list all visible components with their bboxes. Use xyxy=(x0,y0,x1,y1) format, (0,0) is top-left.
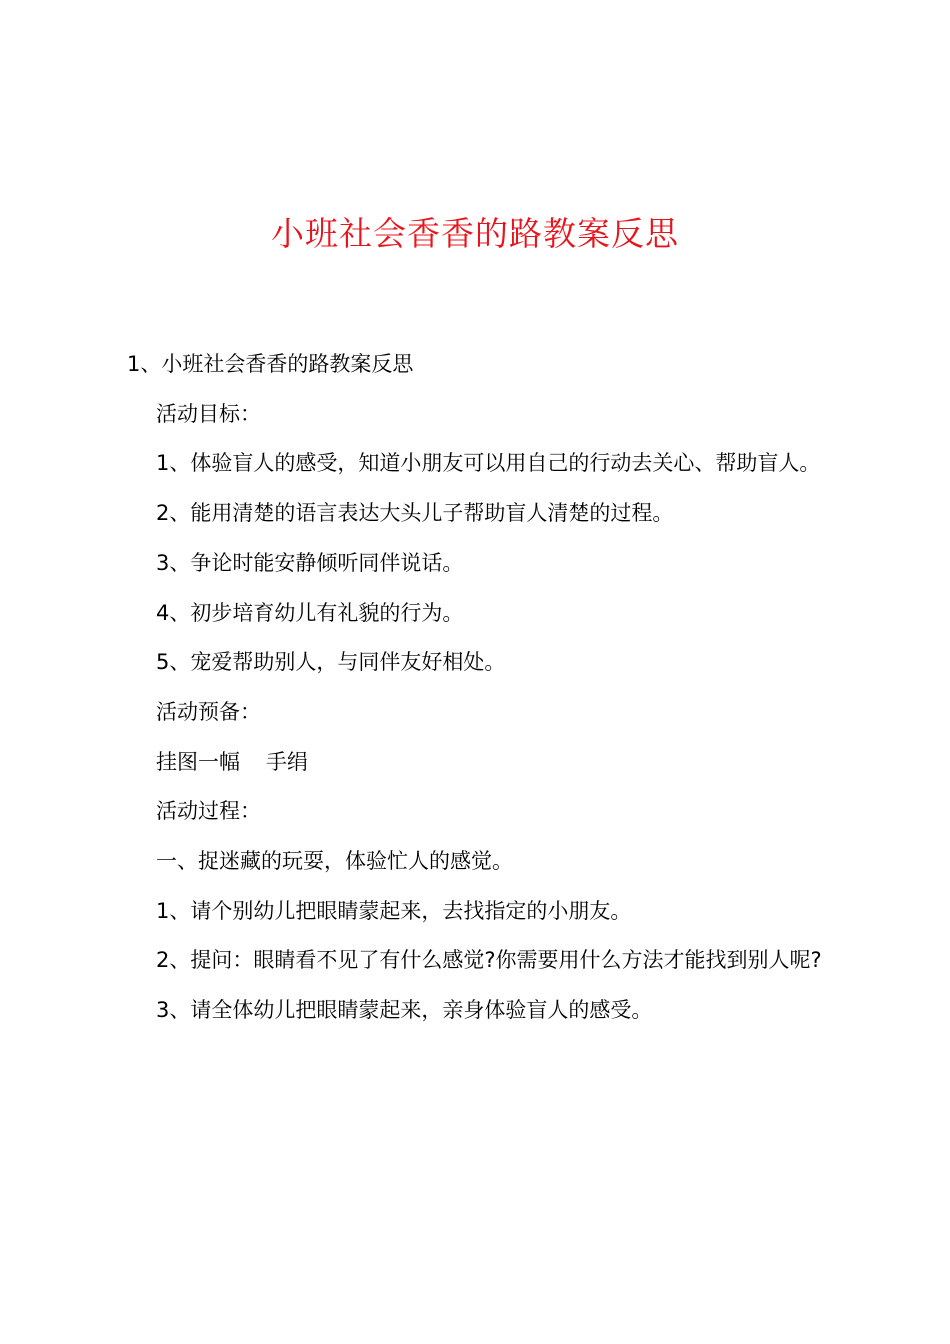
prep-items xyxy=(127,738,835,788)
goal-item: 1、体验盲人的感受，知道小朋友可以用自己的行动去关心、帮助盲人。 xyxy=(156,451,821,476)
prep-item: 手绢 xyxy=(266,749,308,774)
process-step: 2、提问：眼睛看不见了有什么感觉?你需要用什么方法才能找到别人呢? xyxy=(156,948,822,973)
goal-item: 4、初步培育幼儿有礼貌的行为。 xyxy=(156,600,464,625)
prep-item: 挂图一幅 xyxy=(156,749,240,774)
process-step: 3、请全体幼儿把眼睛蒙起来，亲身体验盲人的感受。 xyxy=(156,998,653,1023)
document-title: 小班社会香香的路教案反思 xyxy=(271,214,679,253)
process-step: 1、请个别幼儿把眼睛蒙起来，去找指定的小朋友。 xyxy=(156,898,632,923)
goals-label: 活动目标： xyxy=(156,401,261,426)
document-body xyxy=(127,340,835,1036)
goal-item: 2、能用清楚的语言表达大头儿子帮助盲人清楚的过程。 xyxy=(156,501,674,526)
section-heading: 1、小班社会香香的路教案反思 xyxy=(127,352,414,376)
goal-item: 3、争论时能安静倾听同伴说话。 xyxy=(156,550,464,575)
prep-label: 活动预备： xyxy=(156,699,261,724)
goal-item: 5、宠爱帮助别人，与同伴友好相处。 xyxy=(156,650,506,675)
process-label: 活动过程： xyxy=(156,799,261,824)
process-section: 一、捉迷藏的玩耍，体验忙人的感觉。 xyxy=(156,849,513,874)
